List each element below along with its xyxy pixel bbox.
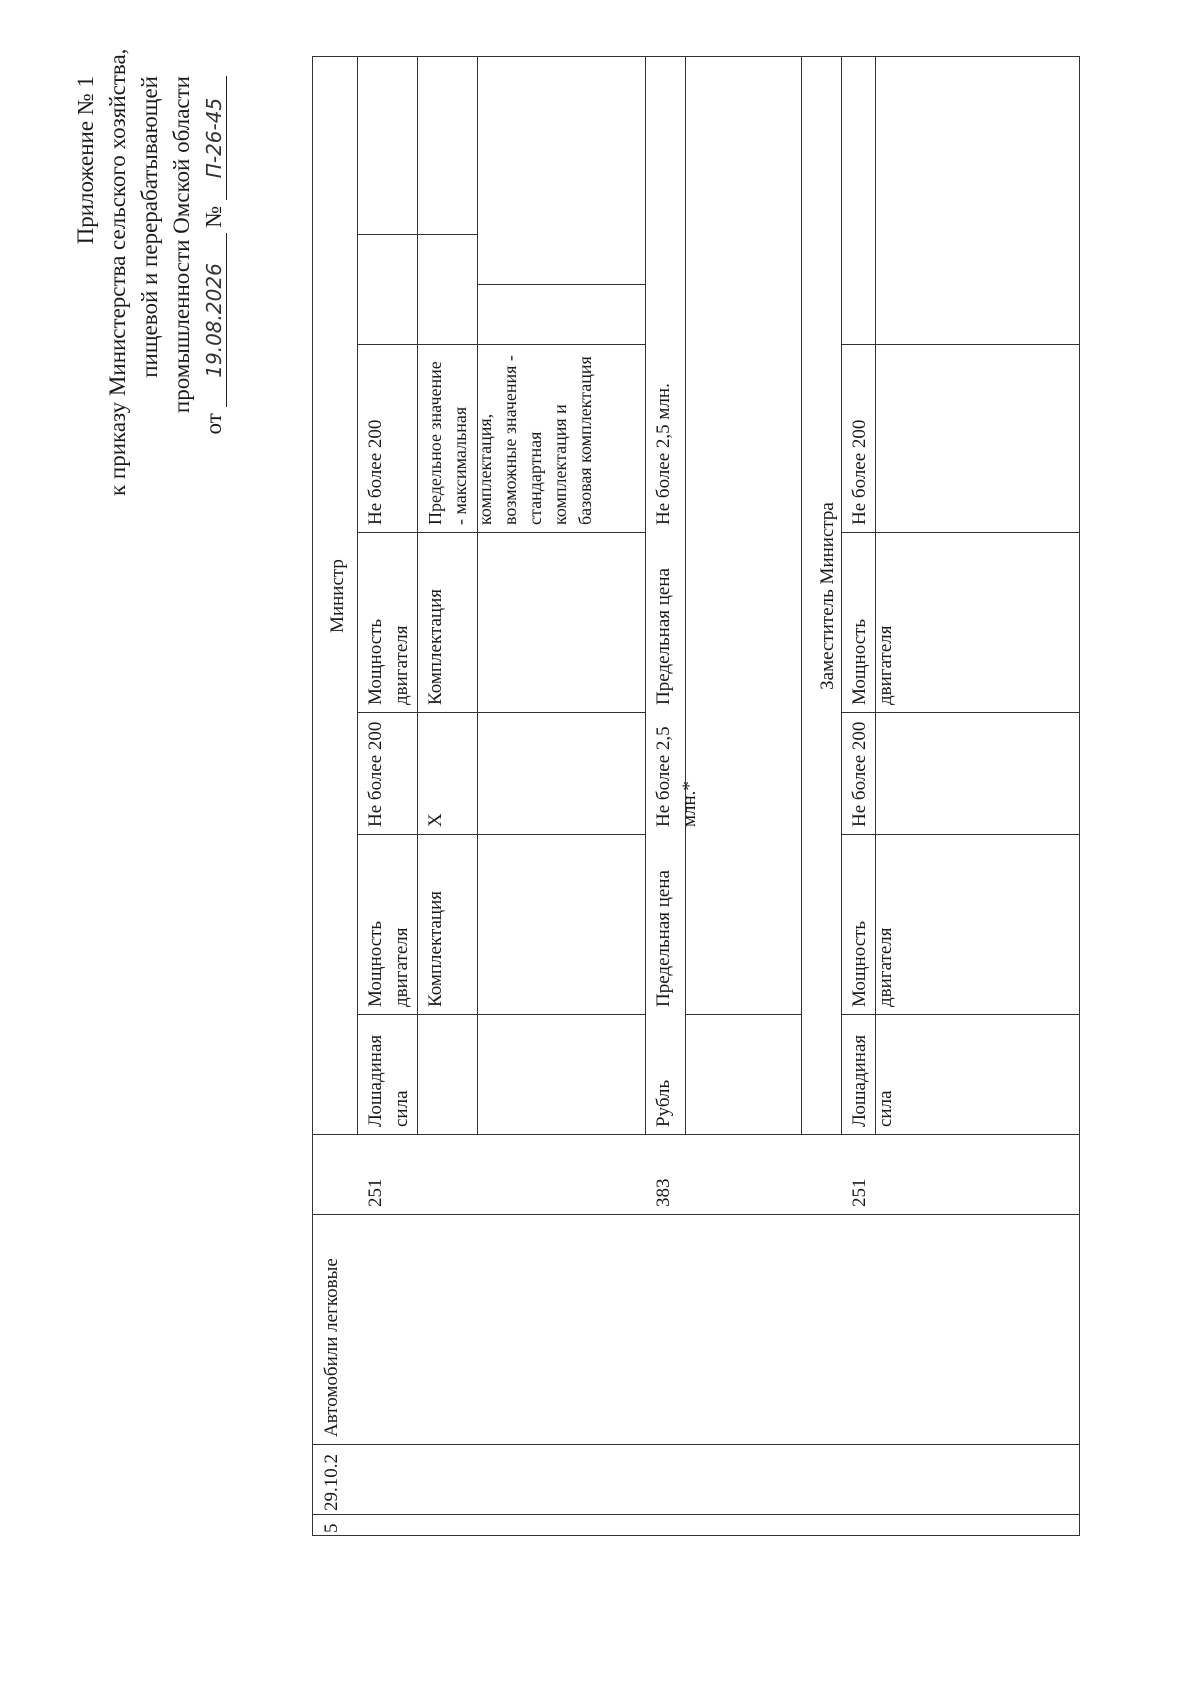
okpd-code: 29.10.2	[321, 1454, 342, 1511]
row-number: 5	[321, 1523, 342, 1533]
value: Х	[425, 813, 446, 827]
standards-table	[312, 56, 1080, 1536]
value: Не более 200	[849, 419, 870, 525]
unit-code: 383	[653, 1178, 674, 1207]
header-line-3: пищевой и перерабатывающей	[137, 76, 162, 378]
header-line-1: Приложение № 1	[73, 76, 98, 245]
unit-name: Рубль	[653, 1079, 674, 1127]
value: Не более 2,5 млн.*	[653, 726, 700, 827]
value: Не более 200	[365, 419, 386, 525]
characteristic: Предельная цена	[653, 870, 674, 1007]
value: Не более 200	[849, 721, 870, 827]
handwritten-date: 19.08.2026	[202, 233, 227, 407]
characteristic: Предельная цена	[653, 568, 674, 705]
value: Не более 2,5 млн.	[653, 383, 674, 525]
from-label: от	[201, 413, 226, 435]
header-date-line	[198, 76, 230, 496]
characteristic: Мощность двигателя	[849, 920, 896, 1007]
unit-code: 251	[365, 1178, 386, 1207]
unit-code: 251	[849, 1178, 870, 1207]
value: Предельное значение - максимальная комплектация, возможные значения - стандартная комплектация и базовая комплектация	[425, 355, 595, 525]
characteristic: Комплектация	[425, 589, 446, 705]
header-line-4: промышленности Омской области	[169, 76, 194, 414]
header-line-2: к приказу Министерства сельского хозяйства,	[105, 48, 130, 496]
order-header	[70, 48, 230, 496]
value: Не более 200	[365, 721, 386, 827]
section-title-deputy: Заместитель Министра	[817, 502, 838, 690]
number-label: №	[201, 205, 226, 228]
characteristic: Мощность двигателя	[365, 618, 412, 705]
characteristic: Мощность двигателя	[365, 920, 412, 1007]
unit-name: Лошадиная сила	[365, 1034, 412, 1127]
product-name: Автомобили легковые	[321, 1258, 342, 1437]
unit-name: Лошадиная сила	[849, 1034, 896, 1127]
characteristic: Комплектация	[425, 891, 446, 1007]
section-title-minister: Министр	[327, 559, 348, 633]
handwritten-number: П-26-45	[202, 76, 227, 200]
characteristic: Мощность двигателя	[849, 618, 896, 705]
